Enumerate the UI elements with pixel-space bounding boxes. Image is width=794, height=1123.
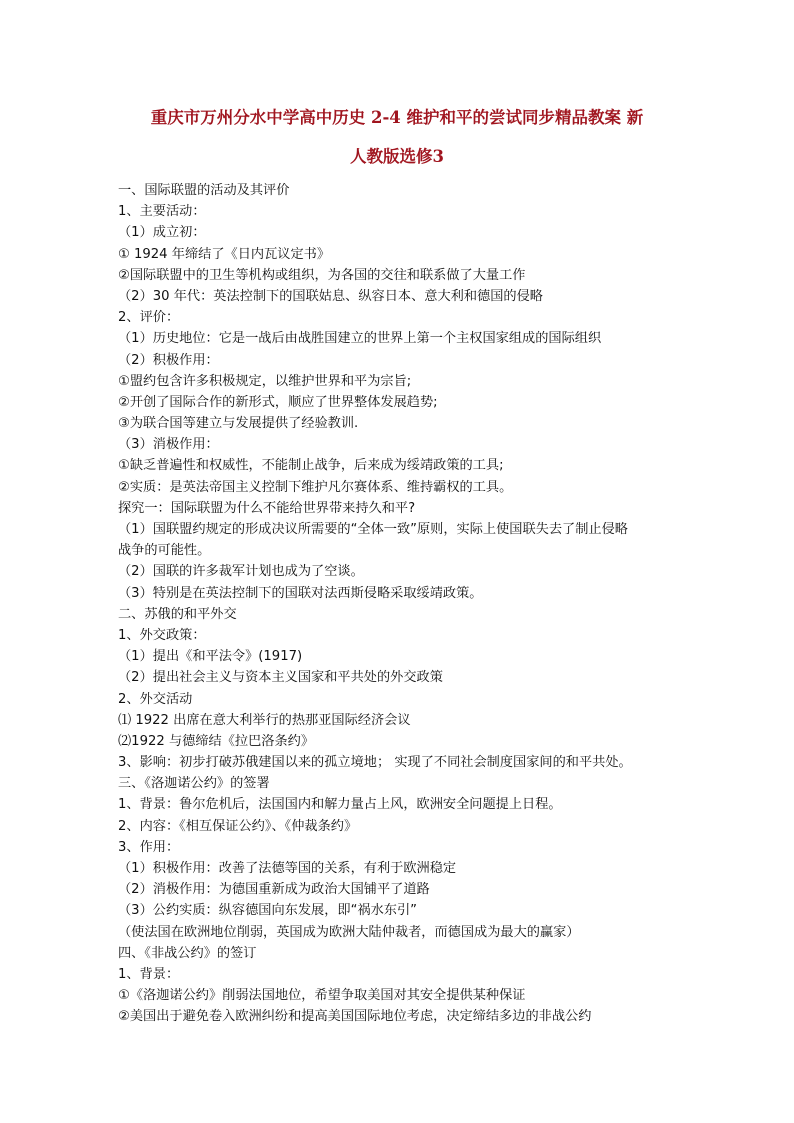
text-line: ②实质：是英法帝国主义控制下维护凡尔赛体系、维持霸权的工具。 <box>118 479 513 495</box>
text-line: 2、外交活动 <box>118 691 193 707</box>
text-line: （2）提出社会主义与资本主义国家和平共处的外交政策 <box>118 670 443 686</box>
text-line: （2）国联的许多裁军计划也成为了空谈。 <box>118 564 364 580</box>
text-line: ①缺乏普遍性和权威性，不能制止战争，后来成为绥靖政策的工具; <box>118 458 504 474</box>
text-line: ①盟约包含许多积极规定，以维护世界和平为宗旨; <box>118 373 412 389</box>
text-line: ⑴ 1922 出席在意大利举行的热那亚国际经济会议 <box>118 712 411 728</box>
text-line: （3）公约实质：纵容德国向东发展，即“祸水东引” <box>118 903 417 919</box>
text-line: 1、外交政策： <box>118 627 206 643</box>
text-line: 1、背景：鲁尔危机后，法国国内和解力量占上风，欧洲安全问题提上日程。 <box>118 797 562 813</box>
text-line: 1、背景： <box>118 966 180 982</box>
text-line: ① 1924 年缔结了《日内瓦议定书》 <box>118 246 331 262</box>
section-heading-soviet-diplomacy: 二、苏俄的和平外交 <box>118 606 237 622</box>
text-line: （3）消极作用： <box>118 437 219 453</box>
text-line: ②国际联盟中的卫生等机构或组织，为各国的交往和联系做了大量工作 <box>118 267 526 283</box>
text-line: （2）积极作用： <box>118 352 219 368</box>
text-line: （1）国联盟约规定的形成决议所需要的“全体一致”原则，实际上使国联失去了制止侵略 <box>118 522 628 537</box>
text-line: 战争的可能性。 <box>118 543 211 559</box>
text-line: （使法国在欧洲地位削弱，英国成为欧洲大陆仲裁者，而德国成为最大的赢家） <box>118 924 580 940</box>
text-line: （1）积极作用：改善了法德等国的关系，有利于欧洲稳定 <box>118 861 457 876</box>
document-title-line-1: 重庆市万州分水中学高中历史 2-4 维护和平的尝试同步精品教案 新 <box>150 108 644 127</box>
text-line: ②开创了国际合作的新形式，顺应了世界整体发展趋势; <box>118 394 438 410</box>
text-line: 3、作用： <box>118 839 180 855</box>
document-body <box>118 180 698 1028</box>
text-line: （3）特别是在英法控制下的国联对法西斯侵略采取绥靖政策。 <box>118 585 483 601</box>
text-line: （2）30 年代：英法控制下的国联姑息、纵容日本、意大利和德国的侵略 <box>118 288 543 304</box>
text-line: （1）历史地位：它是一战后由战胜国建立的世界上第一个主权国家组成的国际组织 <box>118 331 602 347</box>
text-line: （1）提出《和平法令》(1917) <box>118 649 303 665</box>
inquiry-heading: 探究一：国际联盟为什么不能给世界带来持久和平? <box>118 500 416 516</box>
section-heading-kellogg-briand: 四、《非战公约》的签订 <box>118 945 257 961</box>
section-heading-league-of-nations: 一、国际联盟的活动及其评价 <box>118 183 290 198</box>
text-line: 2、评价： <box>118 310 180 326</box>
text-line: （2）消极作用：为德国重新成为政治大国铺平了道路 <box>118 882 430 898</box>
text-line: ⑵1922 与德缔结《拉巴洛条约》 <box>118 733 315 749</box>
text-line: ①《洛迦诺公约》削弱法国地位，希望争取美国对其安全提供某种保证 <box>118 988 526 1004</box>
document-title-line-2: 人教版选修3 <box>350 147 444 166</box>
text-line: 1、主要活动： <box>118 204 206 220</box>
text-line: ②美国出于避免卷入欧洲纠纷和提高美国国际地位考虑，决定缔结多边的非战公约 <box>118 1009 592 1025</box>
section-heading-locarno: 三、《洛迦诺公约》的签署 <box>118 776 270 792</box>
text-line: 2、内容：《相互保证公约》、《仲裁条约》 <box>118 818 358 834</box>
text-line: ③为联合国等建立与发展提供了经验教训. <box>118 416 359 432</box>
text-line: （1）成立初： <box>118 225 206 241</box>
text-line: 3、影响：初步打破苏俄建国以来的孤立境地； 实现了不同社会制度国家间的和平共处。 <box>118 755 632 771</box>
